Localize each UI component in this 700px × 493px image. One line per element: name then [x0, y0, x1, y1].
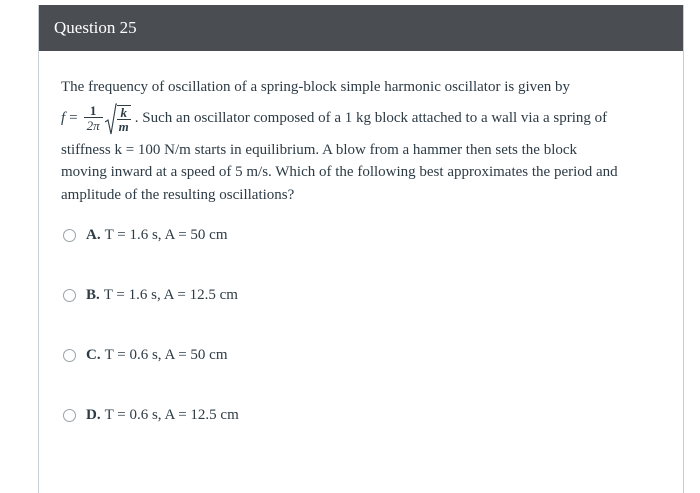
question-body: [39, 51, 683, 426]
option-letter: C.: [86, 346, 101, 363]
question-title: Question 25: [54, 18, 137, 37]
question-text-line-2-rest: . Such an oscillator composed of a 1 kg block attached to a wall via a spring of: [134, 110, 608, 127]
option-letter: B.: [86, 286, 100, 303]
question-text-line-5: amplitude of the resulting oscillations?: [61, 186, 295, 203]
option-letter: A.: [86, 226, 101, 243]
radio-button-b[interactable]: [63, 289, 76, 302]
option-text: T = 0.6 s, A = 12.5 cm: [104, 406, 239, 423]
answer-options: [61, 224, 661, 426]
answer-option-c[interactable]: [63, 344, 661, 366]
question-text-line-1: The frequency of oscillation of a spring-block simple harmonic oscillator is given by: [61, 79, 571, 95]
radio-button-c[interactable]: [63, 349, 76, 362]
formula-sqrt: [105, 103, 131, 135]
answer-option-b[interactable]: [63, 284, 661, 306]
answer-option-a[interactable]: [63, 224, 661, 246]
option-letter: D.: [86, 406, 101, 423]
sqrt-radical-icon: [105, 103, 117, 135]
frequency-formula: [61, 103, 131, 135]
formula-lhs: f: [61, 110, 66, 127]
question-text-line-3: stiffness k = 100 N/m starts in equilibrium. A blow from a hammer then sets the block: [61, 141, 578, 158]
formula-sqrt-numerator: k: [120, 104, 127, 120]
formula-fraction: [84, 104, 103, 133]
formula-fraction-denominator: 2π: [86, 118, 100, 133]
option-text: T = 1.6 s, A = 12.5 cm: [103, 286, 238, 303]
question-card: [38, 5, 684, 493]
formula-sqrt-fraction: [117, 105, 131, 133]
question-text-line-2: [61, 99, 661, 139]
formula-fraction-numerator: 1: [89, 103, 97, 118]
option-text: T = 0.6 s, A = 50 cm: [104, 346, 228, 363]
question-text-line-4: moving inward at a speed of 5 m/s. Which of the following best approximates the period and: [61, 164, 618, 180]
radio-button-a[interactable]: [63, 229, 76, 242]
option-text: T = 1.6 s, A = 50 cm: [104, 226, 228, 243]
answer-option-d[interactable]: [63, 404, 661, 426]
formula-sqrt-denominator: m: [118, 118, 129, 134]
question-header: [39, 5, 683, 51]
radio-button-d[interactable]: [63, 409, 76, 422]
formula-equals: =: [69, 110, 78, 127]
